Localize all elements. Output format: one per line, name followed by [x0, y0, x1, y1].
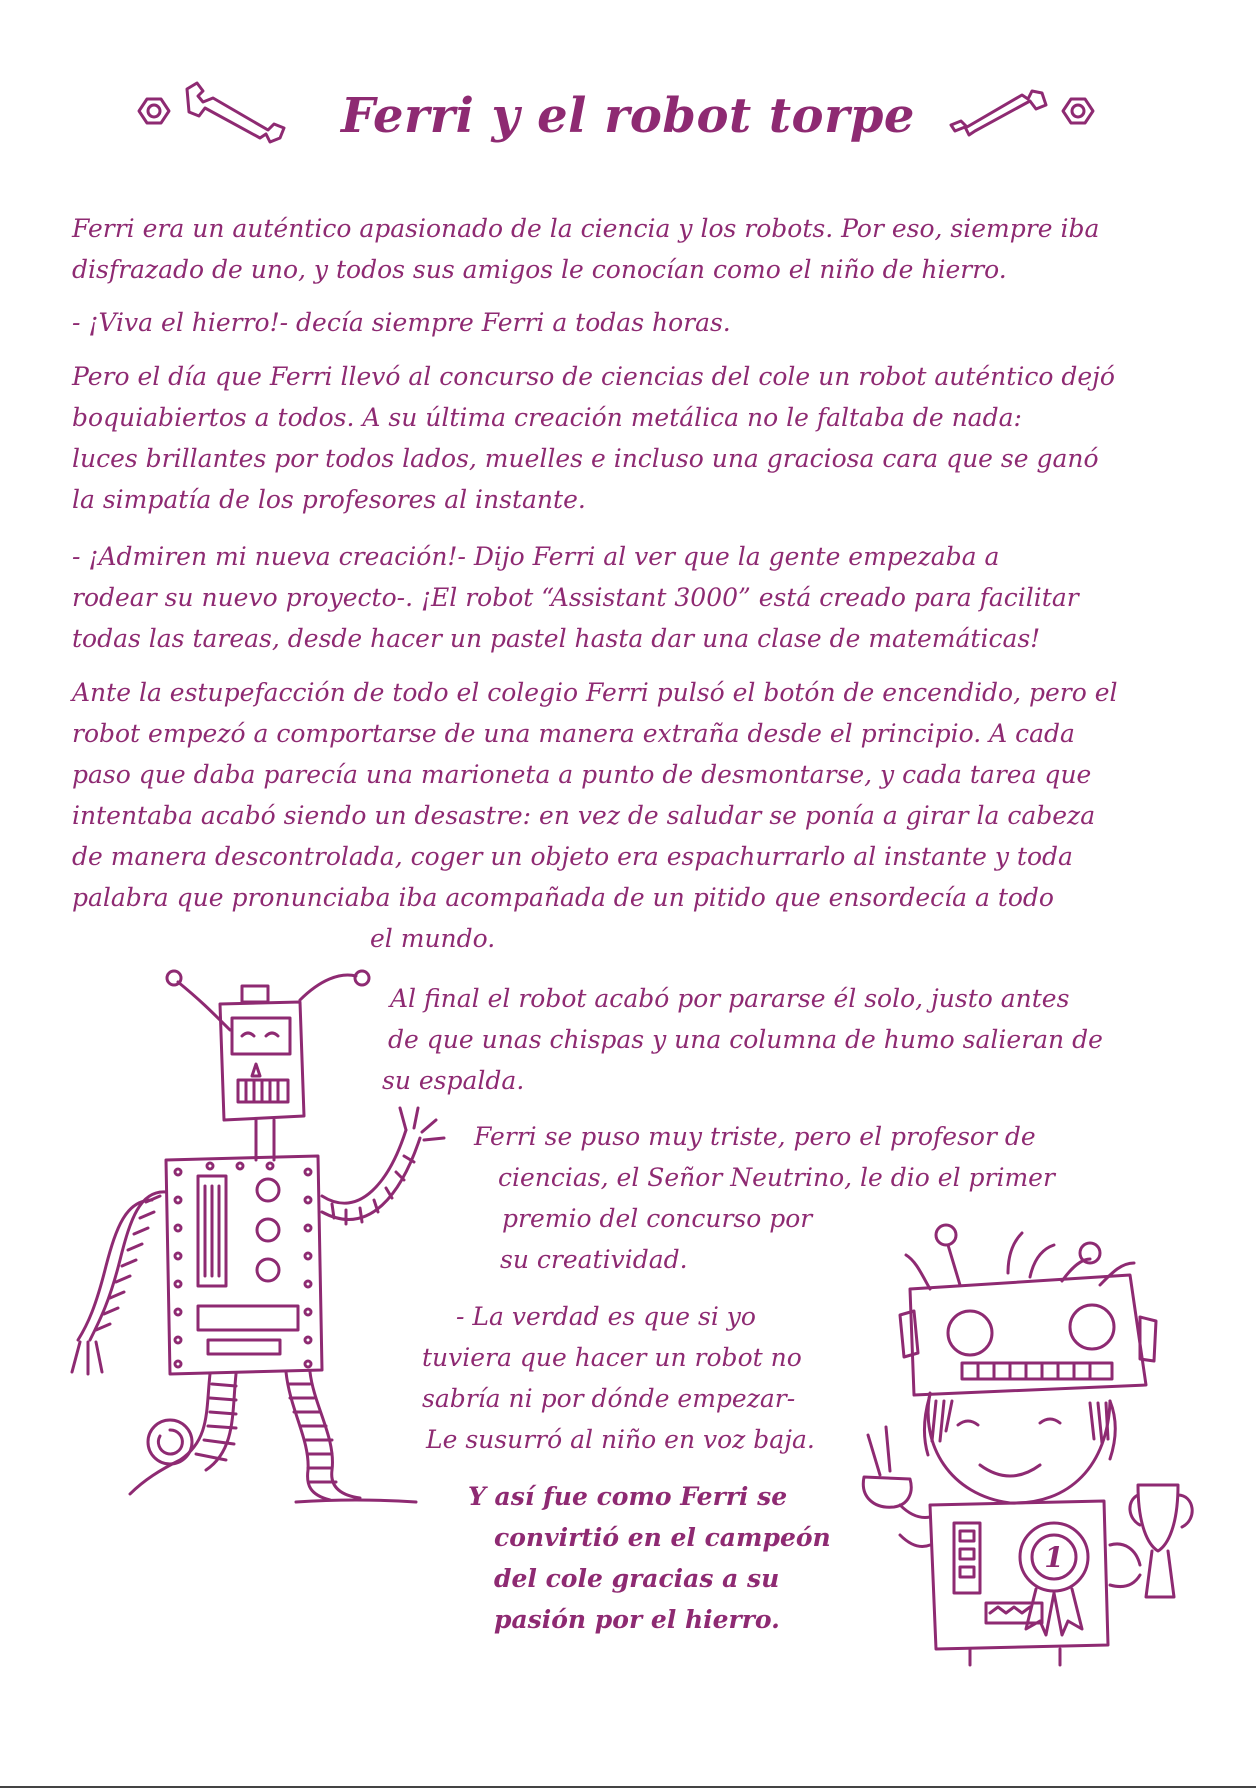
page-bottom-rule	[0, 1786, 1256, 1788]
text-line: intentaba acabó siendo un desastre: en vez de saludar se ponía a girar la cabeza	[72, 801, 1096, 830]
medal-number: 1	[1044, 1541, 1064, 1574]
paragraph-4	[72, 536, 1079, 659]
paragraph-8	[422, 1296, 815, 1460]
text-line: de que unas chispas y una columna de humo salieran de	[388, 1025, 1103, 1054]
text-line: Le susurró al niño en voz baja.	[426, 1425, 815, 1454]
text-line: su espalda.	[382, 1066, 525, 1095]
text-line: - ¡Viva el hierro!- decía siempre Ferri a todas horas.	[72, 308, 731, 337]
text-line: rodear su nuevo proyecto-. ¡El robot “Assistant 3000” está creado para facilitar	[72, 583, 1079, 612]
paragraph-3	[72, 356, 1115, 520]
text-line: Al final el robot acabó por pararse él solo, justo antes	[390, 984, 1070, 1013]
text-line: todas las tareas, desde hacer un pastel hasta dar una clase de matemáticas!	[72, 624, 1041, 653]
text-line: sabría ni por dónde empezar-	[422, 1384, 796, 1413]
paragraph-6	[382, 978, 1103, 1101]
paragraph-9-conclusion	[468, 1476, 831, 1640]
boy-in-robot-costume-illustration	[840, 1205, 1210, 1665]
text-line: Ante la estupefacción de todo el colegio Ferri pulsó el botón de encendido, pero el	[72, 678, 1118, 707]
text-line: disfrazado de uno, y todos sus amigos le conocían como el niño de hierro.	[72, 255, 1007, 284]
page-title: Ferri y el robot torpe	[341, 88, 915, 144]
text-line: - La verdad es que si yo	[456, 1302, 756, 1331]
text-line: luces brillantes por todos lados, muelles e incluso una graciosa cara que se ganó	[72, 444, 1099, 473]
text-line: premio del concurso por	[502, 1204, 813, 1233]
text-line: boquiabiertos a todos. A su última creación metálica no le faltaba de nada:	[72, 403, 1022, 432]
text-line: la simpatía de los profesores al instante.	[72, 485, 586, 514]
text-line: - ¡Admiren mi nueva creación!- Dijo Ferri al ver que la gente empezaba a	[72, 542, 1000, 571]
text-line: de manera descontrolada, coger un objeto era espachurrarlo al instante y toda	[72, 842, 1073, 871]
text-line: robot empezó a comportarse de una manera extraña desde el principio. A cada	[72, 719, 1075, 748]
text-line: convirtió en el campeón	[494, 1523, 831, 1552]
text-line: tuviera que hacer un robot no	[422, 1343, 802, 1372]
wrench-and-nut-icon	[945, 75, 1110, 145]
wrench-and-nut-icon	[125, 75, 290, 145]
paragraph-1	[72, 208, 1099, 290]
text-line: su creatividad.	[500, 1245, 688, 1274]
paragraph-2	[72, 302, 731, 343]
text-line: palabra que pronunciaba iba acompañada de un pitido que ensordecía a todo	[72, 883, 1054, 912]
text-line: ciencias, el Señor Neutrino, le dio el primer	[498, 1163, 1055, 1192]
text-line: del cole gracias a su	[494, 1564, 780, 1593]
text-line: Ferri se puso muy triste, pero el profesor de	[474, 1122, 1036, 1151]
text-line: Ferri era un auténtico apasionado de la ciencia y los robots. Por eso, siempre iba	[72, 214, 1100, 243]
robot-illustration	[60, 960, 480, 1505]
text-line: el mundo.	[370, 924, 496, 953]
text-line: Y así fue como Ferri se	[468, 1482, 788, 1511]
text-line: Pero el día que Ferri llevó al concurso de ciencias del cole un robot auténtico dejó	[72, 362, 1115, 391]
text-line: paso que daba parecía una marioneta a punto de desmontarse, y cada tarea que	[72, 760, 1092, 789]
text-line: pasión por el hierro.	[494, 1605, 780, 1634]
paragraph-5	[72, 672, 1118, 959]
